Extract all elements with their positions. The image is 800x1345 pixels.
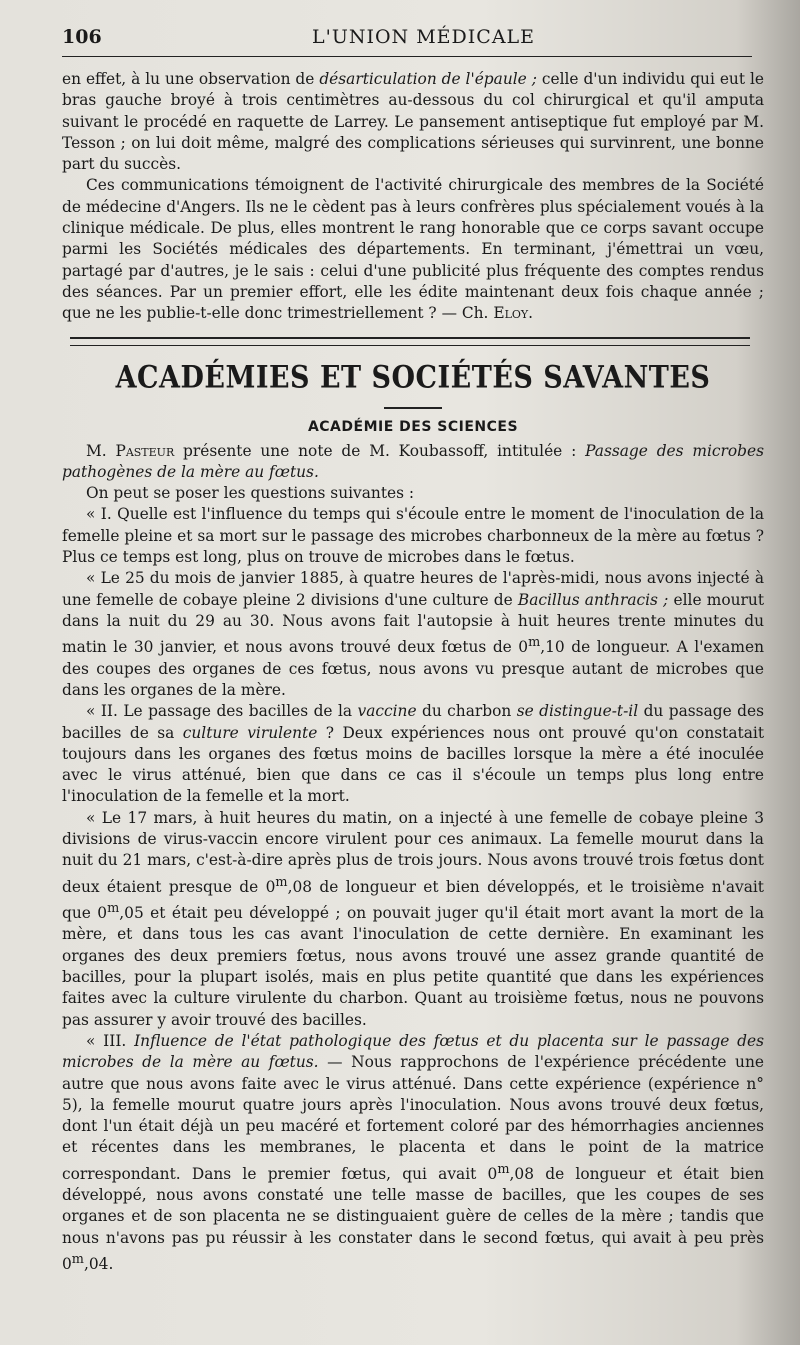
subsection-title: ACADÉMIE DES SCIENCES — [307, 418, 519, 435]
question-3: « III. Influence de l'état pathologique des fœtus et du placenta sur le passage des microbes de la mère au fœtus. — Nous rapprochons de l'expérience précédente une autre que nous avons faite avec le virus atténué. Dans cette expérience (expérience n° 5), la femelle mourut quatre jours après l'inoculation. Nous avons trouvé deux fœtus, dont l'un était déjà un peu macéré et fortement coloré par des hémorrhagies anciennes et récentes dans les membranes, le placenta et dans le point de la matrice correspondant. Dans le premier fœtus, qui avait 0$^m$,08 de longueur et était bien développé, nous avons constaté une telle masse de bacilles, que les coupes de ses organes et de son placenta ne se distinguaient guère de celles de la mère ; tandis que nous n'avons pas pu réussir à les constater dans le second fœtus, qui avait à peu près 0$^m$,04. — [62, 1031, 764, 1274]
experiment-1: « Le 25 du mois de janvier 1885, à quatre heures de l'après-midi, nous avons injecté à une femelle de cobaye pleine 2 divisions d'une culture de Bacillus anthracis ; elle mourut dans la nuit du 29 au 30. Nous avons fait l'autopsie à huit heures trente minutes du matin le 30 janvier, et nous avons trouvé deux fœtus de 0$^m$,10 de longueur. A l'examen des coupes des organes de ces fœtus, nous avons vu presque autant de microbes que dans les organes de la mère. — [62, 569, 765, 699]
page-number: 106 — [62, 26, 102, 48]
title-rule — [384, 407, 442, 409]
academy-text — [62, 441, 764, 1276]
question-1: « I. Quelle est l'influence du temps qui s'écoule entre le moment de l'inoculation de la femelle pleine et sa mort sur le passage des microbes charbonneux de la mère au fœtus ? Plus ce temps est long, plus on trouve de microbes dans le fœtus. — [62, 505, 764, 567]
section-divider — [70, 337, 750, 346]
signature: Eloy. — [493, 304, 534, 323]
question-2: « II. Le passage des bacilles de la vaccine du charbon se distingue-t-il du passage des bacilles de sa culture virulente ? Deux expériences nous ont prouvé qu'on constatait toujours dans les organes des fœtus moins de bacilles lorsque la mère a été inoculée avec le virus atténué, bien que dans ce cas il s'écoule un temps plus long entre l'inoculation de la femelle et la mort. — [62, 702, 765, 806]
intro-paragraph-1: en effet, à lu une observation de désarticulation de l'épaule ; celle d'un individu qui eut le bras gauche broyé à trois centimètres au-dessous du col chirurgical et qu'il amputa suivant le procédé en raquette de Larrey. Le pansement antiseptique fut employé par M. Tesson ; on lui doit même, malgré des complications sérieuses qui survinrent, une bonne part du succès. — [62, 70, 764, 174]
intro-paragraph-2: Ces communications témoignent de l'activité chirurgicale des membres de la Société de médecine d'Angers. Ils ne le cèdent pas à leurs confrères plus spécialement voués à la clinique médicale. De plus, elles montrent le rang honorable que ce corps savant occupe parmi les Sociétés médicales des départements. En terminant, j'émettrai un vœu, partagé par d'autres, je le sais : celui d'une publicité plus fréquente des comptes rendus des séances. Par un premier effort, elle les édite maintenant deux fois chaque année ; que ne les publie-t-elle donc trimestriellement ? — Ch. Eloy. — [62, 176, 764, 323]
journal-title: L'UNION MÉDICALE — [312, 26, 536, 48]
running-head — [62, 22, 752, 57]
intro-text — [62, 69, 764, 325]
questions-intro: On peut se poser les questions suivantes : — [86, 484, 415, 503]
experiment-2: « Le 17 mars, à huit heures du matin, on a injecté à une femelle de cobaye pleine 3 divisions de virus-vaccin encore virulent pour ces animaux. La femelle mourut dans la nuit du 21 mars, c'est-à-dire après plus de trois jours. Nous avons trouvé trois fœtus dont deux étaient presque de 0$^m$,08 de longueur et bien développés, et le troisième n'avait que 0$^m$,05 et était peu développé ; on pouvait juger qu'il était mort avant la mort de la mère, et dans tous les cas avant l'inoculation de cette dernière. En examinant les organes des deux premiers fœtus, nous avons trouvé une assez grande quantité de bacilles, pour la plupart isolés, mais en plus petite quantité que dans les expériences faites avec la culture virulente du charbon. Quant au troisième fœtus, nous ne pouvons pas assurer y avoir trouvé des bacilles. — [62, 808, 764, 1029]
section-title: ACADÉMIES ET SOCIÉTÉS SAVANTES — [115, 359, 711, 395]
note-paragraph: M. Pasteur présente une note de M. Koubassoff, intitulée : Passage des microbes pathogènes de la mère au fœtus. — [62, 441, 764, 481]
